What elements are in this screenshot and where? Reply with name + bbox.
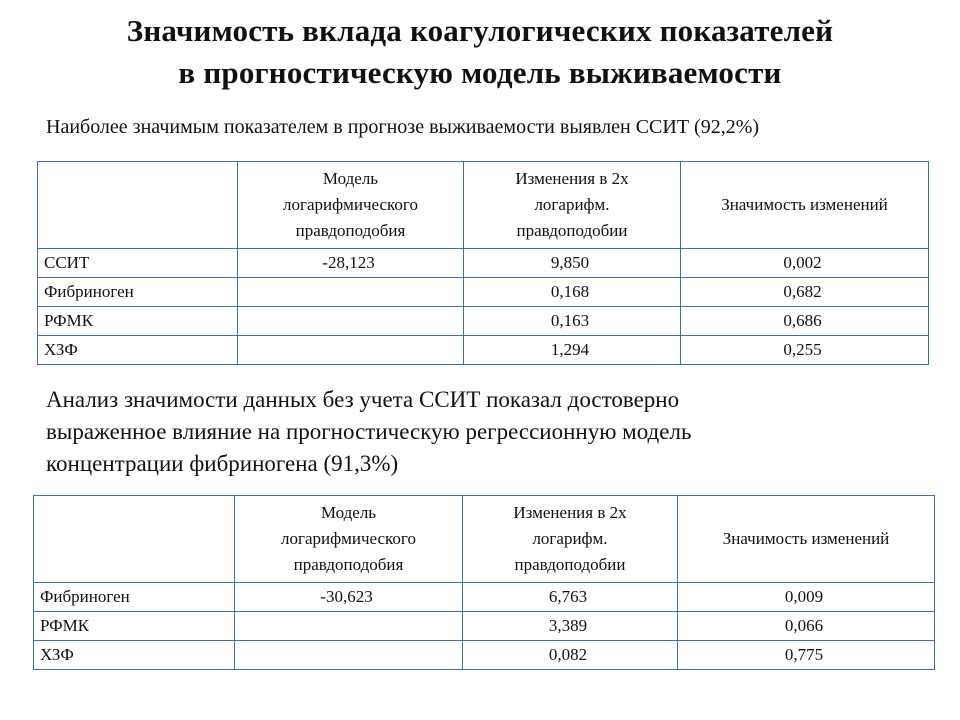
header-change-line-1: Изменения в 2х (513, 503, 627, 522)
header-model (235, 496, 463, 583)
row-significance: 0,775 (678, 641, 935, 670)
row-significance: 0,686 (681, 307, 929, 336)
row-change: 0,163 (464, 307, 681, 336)
header-empty-cell (34, 496, 235, 583)
table-row (38, 336, 929, 365)
table-without-ssit (33, 495, 935, 670)
row-significance: 0,009 (678, 583, 935, 612)
row-change: 9,850 (464, 249, 681, 278)
row-name: ХЗФ (38, 336, 238, 365)
header-change-line-2: логарифм. (534, 195, 610, 214)
row-model (238, 307, 464, 336)
header-change-line-3: правдоподобии (514, 555, 626, 574)
row-name: ХЗФ (34, 641, 235, 670)
table-row (38, 278, 929, 307)
row-model (238, 278, 464, 307)
slide-title-line-1: Значимость вклада коагулогических показателей (126, 13, 834, 48)
row-model (238, 336, 464, 365)
table-row (34, 641, 935, 670)
row-name: РФМК (34, 612, 235, 641)
row-change: 1,294 (464, 336, 681, 365)
header-change-line-1: Изменения в 2х (515, 169, 629, 188)
header-model-line-1: Модель (320, 503, 377, 522)
header-model (238, 162, 464, 249)
row-model (235, 612, 463, 641)
slide-title (0, 10, 960, 94)
row-model: -30,623 (235, 583, 463, 612)
row-significance: 0,255 (681, 336, 929, 365)
row-model (235, 641, 463, 670)
row-change: 0,168 (464, 278, 681, 307)
analysis-paragraph (46, 384, 916, 480)
subtitle: Наиболее значимым показателем в прогнозе выживаемости выявлен ССИТ (92,2%) (46, 116, 760, 138)
slide-title-line-2: в прогностическую модель выживаемости (178, 55, 782, 90)
header-empty-cell (38, 162, 238, 249)
header-change-line-3: правдоподобии (516, 221, 628, 240)
row-significance: 0,066 (678, 612, 935, 641)
row-change: 0,082 (463, 641, 678, 670)
header-model-line-2: логарифмического (281, 529, 416, 548)
table-header-row (38, 162, 929, 249)
row-name: Фибриноген (34, 583, 235, 612)
header-significance: Значимость изменений (681, 162, 929, 249)
row-model: -28,123 (238, 249, 464, 278)
analysis-line-1: Анализ значимости данных без учета ССИТ показал достоверно (46, 387, 680, 412)
row-change: 3,389 (463, 612, 678, 641)
header-change-line-2: логарифм. (532, 529, 608, 548)
table-full-model (37, 161, 929, 365)
analysis-line-3: концентрации фибриногена (91,3%) (46, 451, 399, 476)
table-header-row (34, 496, 935, 583)
row-significance: 0,002 (681, 249, 929, 278)
row-name: РФМК (38, 307, 238, 336)
header-change (463, 496, 678, 583)
row-name: ССИТ (38, 249, 238, 278)
table-row (34, 583, 935, 612)
row-change: 6,763 (463, 583, 678, 612)
header-model-line-3: правдоподобия (295, 221, 406, 240)
header-change (464, 162, 681, 249)
table-row (38, 249, 929, 278)
analysis-line-2: выраженное влияние на прогностическую регрессионную модель (46, 419, 692, 444)
header-model-line-3: правдоподобия (293, 555, 404, 574)
table-row (38, 307, 929, 336)
table-row (34, 612, 935, 641)
header-significance: Значимость изменений (678, 496, 935, 583)
header-model-line-1: Модель (322, 169, 379, 188)
header-model-line-2: логарифмического (283, 195, 418, 214)
row-name: Фибриноген (38, 278, 238, 307)
row-significance: 0,682 (681, 278, 929, 307)
